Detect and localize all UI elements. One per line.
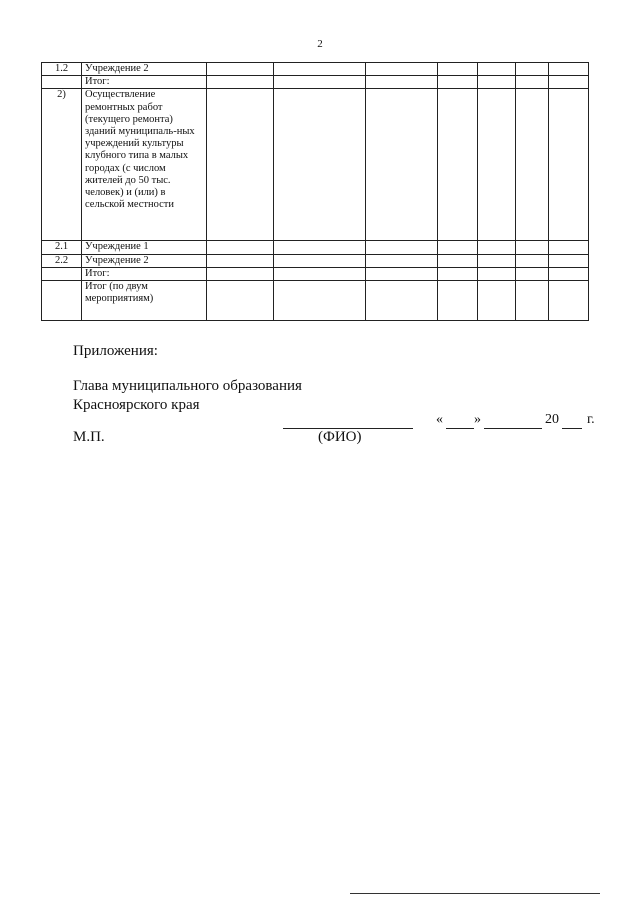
table-cell [366,254,438,267]
table-cell [438,281,478,321]
date-year: 20 [545,412,559,427]
footer-rule [350,893,600,894]
signature-title-line1: Глава муниципального образования [73,378,302,394]
table-cell [207,63,274,76]
table-cell [549,281,589,321]
table-cell [207,267,274,280]
row-name: Учреждение 2 [82,63,207,76]
table-cell [478,254,516,267]
page-number: 2 [317,38,323,50]
row-name: Итог (по двум мероприятиям) [82,281,207,321]
table-cell [549,63,589,76]
table-cell [516,89,549,241]
appendix-label: Приложения: [73,343,158,359]
table-cell [207,281,274,321]
table-cell [274,281,366,321]
table-cell [366,63,438,76]
fio-label: (ФИО) [318,429,362,445]
table-cell [366,76,438,89]
table-cell [274,89,366,241]
table-cell [207,254,274,267]
table-cell [478,241,516,254]
table-row [42,63,589,76]
table-cell [438,241,478,254]
table-cell [366,267,438,280]
table-cell [438,63,478,76]
row-number [42,76,82,89]
table-cell [516,281,549,321]
row-number [42,267,82,280]
date-year-suffix: г. [587,412,595,427]
table-cell [366,89,438,241]
table-cell [438,89,478,241]
table-cell [478,89,516,241]
row-number: 2.1 [42,241,82,254]
row-name: Учреждение 1 [82,241,207,254]
table-row [42,241,589,254]
table-cell [274,63,366,76]
table-cell [549,89,589,241]
table-cell [438,254,478,267]
table-cell [478,281,516,321]
table-cell [274,254,366,267]
table-row [42,267,589,280]
table-cell [478,267,516,280]
table-row [42,89,589,241]
table-cell [274,241,366,254]
table-cell [549,76,589,89]
table-cell [516,241,549,254]
table-cell [516,63,549,76]
row-number: 2) [42,89,82,241]
row-name: Итог: [82,267,207,280]
date-open-quote: « [436,412,443,427]
table-cell [438,76,478,89]
date-month-line [484,428,542,429]
date-close-quote: » [474,412,481,427]
stamp-label: М.П. [73,429,105,445]
table-cell [366,241,438,254]
table-cell [549,254,589,267]
table-cell [516,267,549,280]
row-number [42,281,82,321]
date-year-line [562,428,582,429]
table-cell [516,76,549,89]
signature-title-line2: Красноярского края [73,397,200,413]
table-cell [274,267,366,280]
table-cell [549,267,589,280]
table-row [42,76,589,89]
table-cell [207,89,274,241]
row-name: Итог: [82,76,207,89]
row-number: 1.2 [42,63,82,76]
table-cell [478,63,516,76]
row-name: Учреждение 2 [82,254,207,267]
data-table [41,62,589,321]
table-row [42,281,589,321]
date-day-line [446,428,474,429]
table-cell [438,267,478,280]
table-cell [366,281,438,321]
table-row [42,254,589,267]
row-number: 2.2 [42,254,82,267]
table-cell [207,241,274,254]
table-cell [274,76,366,89]
table-cell [478,76,516,89]
table-cell [549,241,589,254]
row-name: Осуществление ремонтных работ (текущего ремонта) зданий муниципаль-ных учреждений культуры клубного типа в малых городах (с числом жителей до 50 тыс. человек) и (или) в сельской местности [82,89,207,241]
table-cell [516,254,549,267]
table-cell [207,76,274,89]
